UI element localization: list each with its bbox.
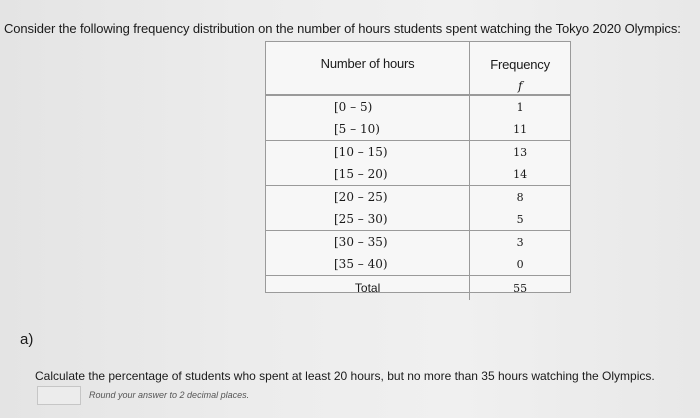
interval-cell: [30 – 35): [266, 231, 470, 254]
total-label: Total: [266, 276, 470, 301]
question-text: Calculate the percentage of students who spent at least 20 hours, but no more than 35 hours watching the Olympics.: [35, 369, 655, 383]
interval-cell: [25 – 30): [266, 208, 470, 231]
interval-cell: [10 – 15): [266, 141, 470, 164]
interval-cell: [5 – 10): [266, 118, 470, 141]
table-row: [266, 231, 570, 254]
frequency-table: [265, 41, 571, 293]
interval-cell: [35 – 40): [266, 253, 470, 276]
total-row: [266, 276, 570, 301]
rounding-hint: Round your answer to 2 decimal places.: [89, 390, 250, 400]
total-value: 55: [470, 276, 570, 301]
frequency-cell: 13: [513, 145, 528, 159]
table-row: [266, 141, 570, 164]
intro-text: Consider the following frequency distribution on the number of hours students spent watching the Tokyo 2020 Olympics:: [4, 21, 681, 36]
frequency-cell: 0: [516, 257, 524, 271]
part-a-label: a): [20, 331, 34, 348]
frequency-cell: 3: [516, 235, 524, 249]
interval-cell: [15 – 20): [266, 163, 470, 186]
header-frequency-symbol: f: [470, 76, 570, 95]
table-row: [266, 186, 570, 209]
interval-cell: [20 – 25): [266, 186, 470, 209]
table-row: [266, 208, 570, 231]
frequency-cell: 5: [470, 208, 570, 231]
header-number-of-hours: Number of hours: [266, 42, 470, 95]
frequency-cell: 11: [470, 118, 570, 141]
table-row: [266, 95, 570, 118]
table-row: [266, 253, 570, 276]
frequency-cell: 8: [516, 190, 524, 204]
header-frequency: Frequency: [490, 56, 550, 72]
interval-cell: [0 – 5): [266, 95, 470, 118]
table-row: [266, 118, 570, 141]
frequency-cell: 14: [470, 163, 570, 186]
table-row: [266, 163, 570, 186]
answer-input[interactable]: [37, 386, 81, 405]
frequency-cell: 1: [516, 100, 524, 114]
